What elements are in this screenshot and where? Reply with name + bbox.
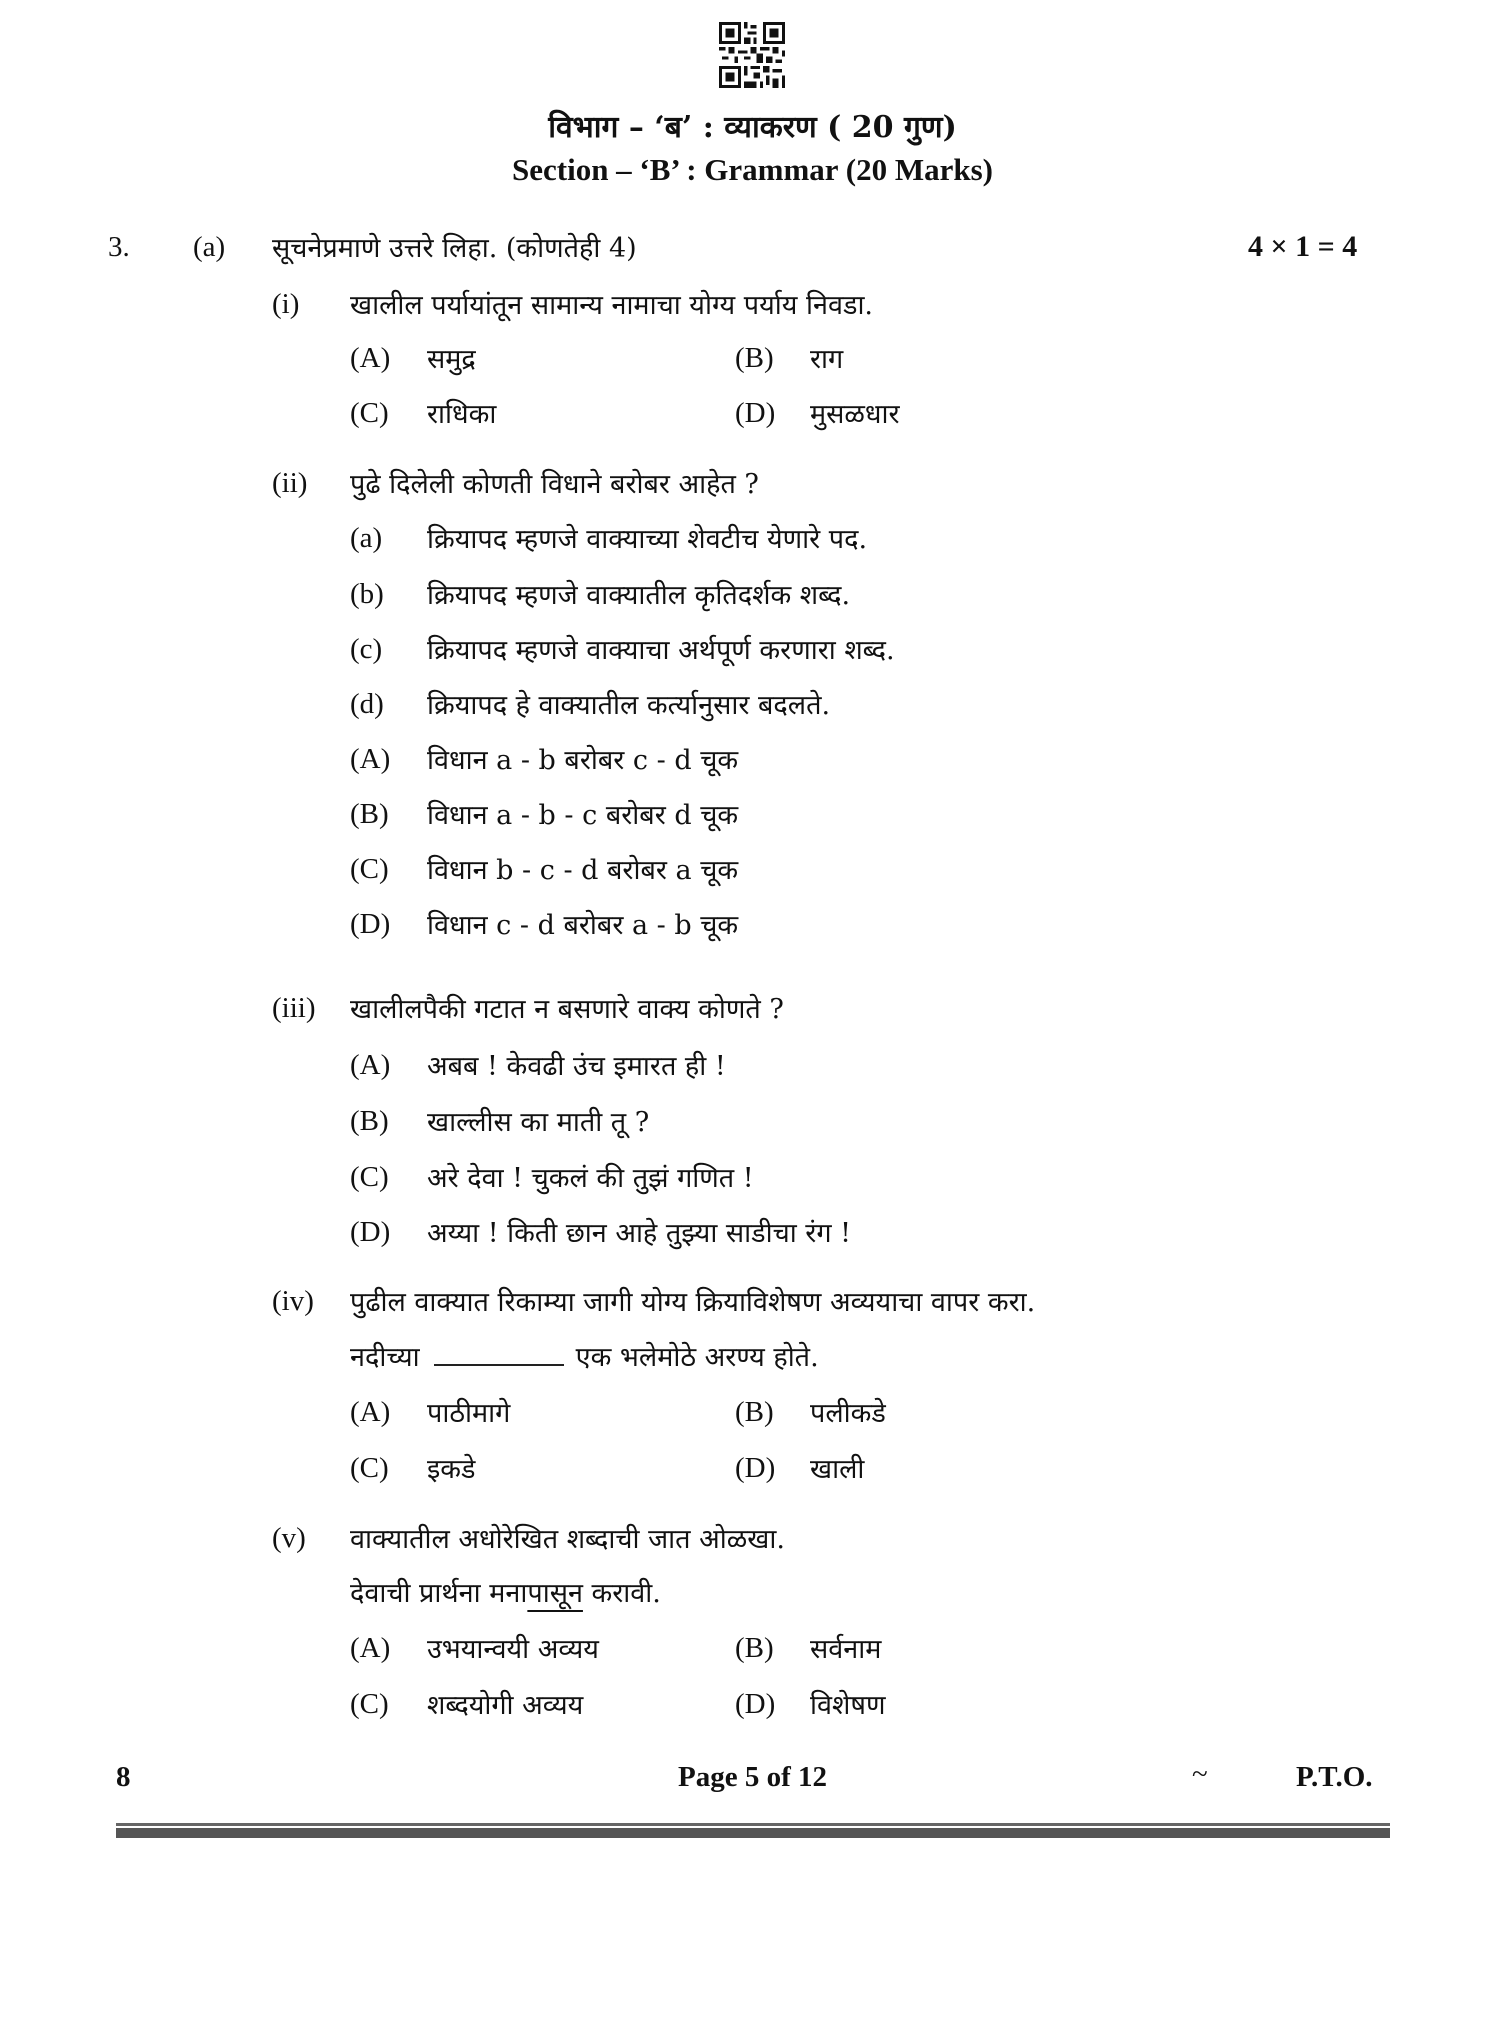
option-text: विधान b - c - d बरोबर a चूक [427,855,739,886]
option-label: (B) [350,1105,389,1137]
qr-code-icon [718,22,786,88]
page-number: Page 5 of 12 [678,1761,827,1793]
fill-in-sentence [350,1340,819,1376]
option-label: (D) [735,397,776,429]
sentence-before-blank: नदीच्या [350,1342,420,1373]
footer-code: 8 [116,1761,131,1793]
option-label: (B) [735,1632,774,1664]
option-text: अबब ! केवढी उंच इमारत ही ! [427,1051,726,1082]
option-label: (B) [350,798,389,830]
option-text: राधिका [427,399,497,430]
section-title-marathi: विभाग – ‘ब’ : व्याकरण ( 20 गुण) [548,110,957,145]
option-text: विधान a - b बरोबर c - d चूक [427,745,739,776]
sub-question-label: (iii) [272,992,316,1024]
option-label: (B) [735,342,774,374]
option-text: विधान a - b - c बरोबर d चूक [427,800,739,831]
option-text: इकडे [427,1454,476,1485]
option-label: (A) [350,1049,391,1081]
sub-question-label: (iv) [272,1285,314,1317]
statement-text: क्रियापद म्हणजे वाक्याचा अर्थपूर्ण करणारा शब्द. [427,635,895,666]
option-text: समुद्र [427,344,476,375]
statement-text: क्रियापद म्हणजे वाक्याच्या शेवटीच येणारे पद. [427,524,868,555]
question-instruction: सूचनेप्रमाणे उत्तरे लिहा. (कोणतेही 4) [272,233,637,264]
option-text: खाली [810,1454,865,1485]
option-text: विशेषण [810,1690,886,1721]
statement-label: (d) [350,688,384,720]
statement-label: (c) [350,633,383,665]
statement-text: क्रियापद हे वाक्यातील कर्त्यानुसार बदलते. [427,690,831,721]
option-label: (B) [735,1396,774,1428]
statement-text: क्रियापद म्हणजे वाक्यातील कृतिदर्शक शब्द. [427,580,851,611]
option-label: (D) [735,1688,776,1720]
option-text: राग [810,344,844,375]
option-label: (A) [350,342,391,374]
option-text: सर्वनाम [810,1634,882,1665]
sub-question-text: पुढील वाक्यात रिकाम्या जागी योग्य क्रियाविशेषण अव्ययाचा वापर करा. [350,1287,1036,1318]
blank-line [434,1340,564,1366]
option-label: (D) [735,1452,776,1484]
footer-mark: ~ [1192,1758,1208,1790]
option-label: (A) [350,1632,391,1664]
sub-question-text: वाक्यातील अधोरेखित शब्दाची जात ओळखा. [350,1524,785,1555]
option-label: (C) [350,397,389,429]
option-text: विधान c - d बरोबर a - b चूक [427,910,739,941]
option-label: (C) [350,1688,389,1720]
pto-label: P.T.O. [1296,1761,1373,1793]
question-part-label: (a) [193,231,226,263]
question-number: 3. [108,231,130,263]
sub-question-text: खालीलपैकी गटात न बसणारे वाक्य कोणते ? [350,994,784,1025]
underlined-sentence [350,1576,661,1612]
footer-rule-thick [116,1828,1390,1838]
option-text: खाल्लीस का माती तू ? [427,1107,650,1138]
sentence-part-2: करावी. [582,1578,661,1609]
underlined-word: पासून [527,1578,583,1609]
sub-question-label: (ii) [272,467,308,499]
option-label: (C) [350,1452,389,1484]
sentence-after-blank: एक भलेमोठे अरण्य होते. [575,1342,819,1373]
option-label: (C) [350,1161,389,1193]
option-label: (C) [350,853,389,885]
option-label: (A) [350,743,391,775]
statement-label: (b) [350,578,384,610]
sub-question-text: पुढे दिलेली कोणती विधाने बरोबर आहेत ? [350,469,759,500]
sentence-part-1: देवाची प्रार्थना मना [350,1578,528,1609]
statement-label: (a) [350,522,383,554]
option-label: (D) [350,908,391,940]
sub-question-label: (v) [272,1522,306,1554]
question-marks: 4 × 1 = 4 [1248,230,1358,263]
option-text: पलीकडे [810,1398,886,1429]
option-text: अय्या ! किती छान आहे तुझ्या साडीचा रंग ! [427,1218,851,1249]
option-label: (D) [350,1216,391,1248]
section-title-english: Section – ‘B’ : Grammar (20 Marks) [512,152,993,187]
sub-question-text: खालील पर्यायांतून सामान्य नामाचा योग्य पर्याय निवडा. [350,290,874,321]
option-text: अरे देवा ! चुकलं की तुझं गणित ! [427,1163,754,1194]
option-text: पाठीमागे [427,1398,511,1429]
option-text: शब्दयोगी अव्यय [427,1690,584,1721]
option-text: मुसळधार [810,399,900,430]
option-label: (A) [350,1396,391,1428]
sub-question-label: (i) [272,288,300,320]
footer-rule-thin [116,1823,1390,1826]
option-text: उभयान्वयी अव्यय [427,1634,599,1665]
